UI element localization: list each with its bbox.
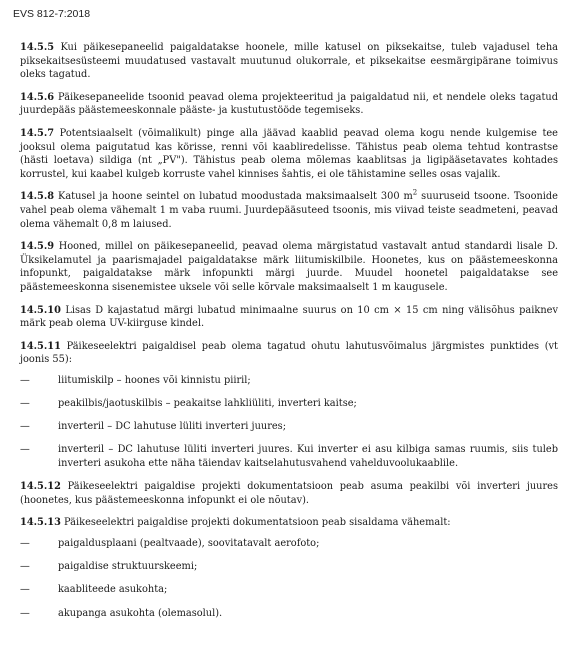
list-item-text: peakilbis/jaotuskilbis – peakaitse lahkliüliti, inverteri kaitse;: [58, 398, 357, 410]
section-text: Lisas D kajastatud märgi lubatud minimaalne suurus on 10 cm × 15 cm ning välisõhus paiknev märk peab olema UV-kiirguse kindel.: [20, 304, 558, 330]
list-item: [20, 443, 558, 470]
section-14-5-6: [20, 91, 558, 118]
list-item-text: inverteril – DC lahutuse lüliti inverteri juures;: [58, 421, 286, 433]
list-dash: —: [20, 374, 30, 386]
list-item-text: paigaldusplaani (pealtvaade), soovitatavalt aerofoto;: [58, 538, 320, 549]
list-dash: —: [20, 561, 30, 573]
list-item: [20, 537, 558, 551]
list-dash: —: [20, 607, 30, 619]
section-text: Päikesepaneelide tsoonid peavad olema projekteeritud ja paigaldatud nii, et nendele oleks tagatud juurdepääs päästemeeskonnale pääste- ja kustutustööde tegemiseks.: [20, 91, 558, 117]
list-dash: —: [20, 584, 30, 596]
section-number: 14.5.11: [20, 340, 61, 352]
section-text: Potentsiaalselt (võimalikult) pinge alla jäävad kaablid peavad olema kogu nende kulgemise tee jooksul olema paigutatud kas körisse, renni või kaabliredelisse. Tähistus peab olema tehtud kontrastse (hästi loetava) sildiga (nt „PV"). Tähistus peab olema mõlemas kaablitsas ja ligipääsetavates kohtades korrustel, kui kaabel kulgeb korruste vahel kinnises šahtis, ei ole tähistamine selles osas vajalik.: [20, 127, 558, 180]
section-number: 14.5.12: [20, 481, 61, 493]
section-14-5-9: [20, 240, 558, 294]
section-number: 14.5.10: [20, 304, 61, 316]
section-text: Kui päikesepaneelid paigaldatakse hoonele, mille katusel on piksekaitse, tuleb vajadusel teha piksekaitsesüsteemi muudatused vastavalt muutunud olukorrale, et piksekaitse eesmärgipärane toimivus oleks tagatud.: [20, 42, 558, 81]
section-number: 14.5.8: [20, 191, 55, 203]
document-id-header: EVS 812-7:2018: [13, 8, 91, 20]
section-14-5-13: [20, 516, 558, 530]
superscript: 2: [412, 189, 418, 198]
list-item: [20, 560, 558, 574]
list-item-text: kaabliteede asukohta;: [58, 584, 168, 596]
list-item: [20, 607, 558, 621]
section-number: 14.5.9: [20, 241, 55, 253]
section-14-5-12: [20, 480, 558, 507]
section-number: 14.5.6: [20, 91, 55, 103]
list-dash: —: [20, 421, 30, 433]
section-number: 14.5.5: [20, 42, 55, 53]
list-item: [20, 397, 558, 411]
list-dash: —: [20, 398, 30, 410]
section-text: Päikeseelektri paigaldisel peab olema tagatud ohutu lahutusvõimalus järgmistes punktides (vt joonis 55):: [20, 340, 558, 366]
section-14-5-7: [20, 127, 558, 181]
section-14-5-5: [20, 41, 558, 82]
section-14-5-8: [20, 190, 558, 231]
list-dash: —: [20, 538, 30, 549]
list-item: [20, 583, 558, 597]
list-item-text: akupanga asukohta (olemasolul).: [58, 607, 223, 619]
section-number: 14.5.13: [20, 517, 61, 529]
section-number: 14.5.7: [20, 127, 55, 139]
list-item-text: paigaldise struktuurskeemi;: [58, 561, 198, 573]
section-14-5-11: [20, 340, 558, 367]
section-text: Päikeseelektri paigaldise projekti dokumentatsioon peab sisaldama vähemalt:: [64, 517, 451, 529]
list-dash: —: [20, 444, 30, 456]
list-item-text: liitumiskilp – hoones või kinnistu piiril;: [58, 374, 251, 386]
section-text: Hooned, millel on päikesepaneelid, peavad olema märgistatud vastavalt antud standardi lisale D. Üksikelamutel ja paarismajadel paigaldatakse märk liitumiskilbile. Hoonetes, kus on päästemeeskonna infopunkt, paigaldatakse märk infopunkti märgi juurde. Muudel hoonetel paigaldatakse see päästemeeskonna sisenemistee uksele või selle kõrvale maksimaalselt 1 m kaugusele.: [20, 241, 558, 293]
section-14-5-10: [20, 304, 558, 331]
document-body: [20, 41, 558, 630]
section-text: Katusel ja hoone seintel on lubatud moodustada maksimaalselt 300 m: [58, 191, 413, 203]
section-text: Päikeseelektri paigaldise projekti dokumentatsioon peab asuma peakilbi või inverteri juures (hoonetes, kus päästemeeskonna infopunkt ei ole nõutav).: [20, 481, 558, 506]
section-text-continued: suuruseid tsoone. Tsoonide vahel peab olema vähemalt 1 m vaba ruumi. Juurdepääsuteed tsoonis, mis viivad teiste seadmeteni, peavad olema vähemalt 0,8 m laiused.: [20, 191, 558, 230]
list-item-text: inverteril – DC lahutuse lüliti inverteri juures. Kui inverter ei asu kilbiga samas ruumis, siis tuleb inverteri asukoha ette näha täiendav kaitselahutusvahend vahelduvoolukaablile.: [58, 444, 558, 470]
list-item: [20, 420, 558, 434]
list-item: [20, 374, 558, 388]
